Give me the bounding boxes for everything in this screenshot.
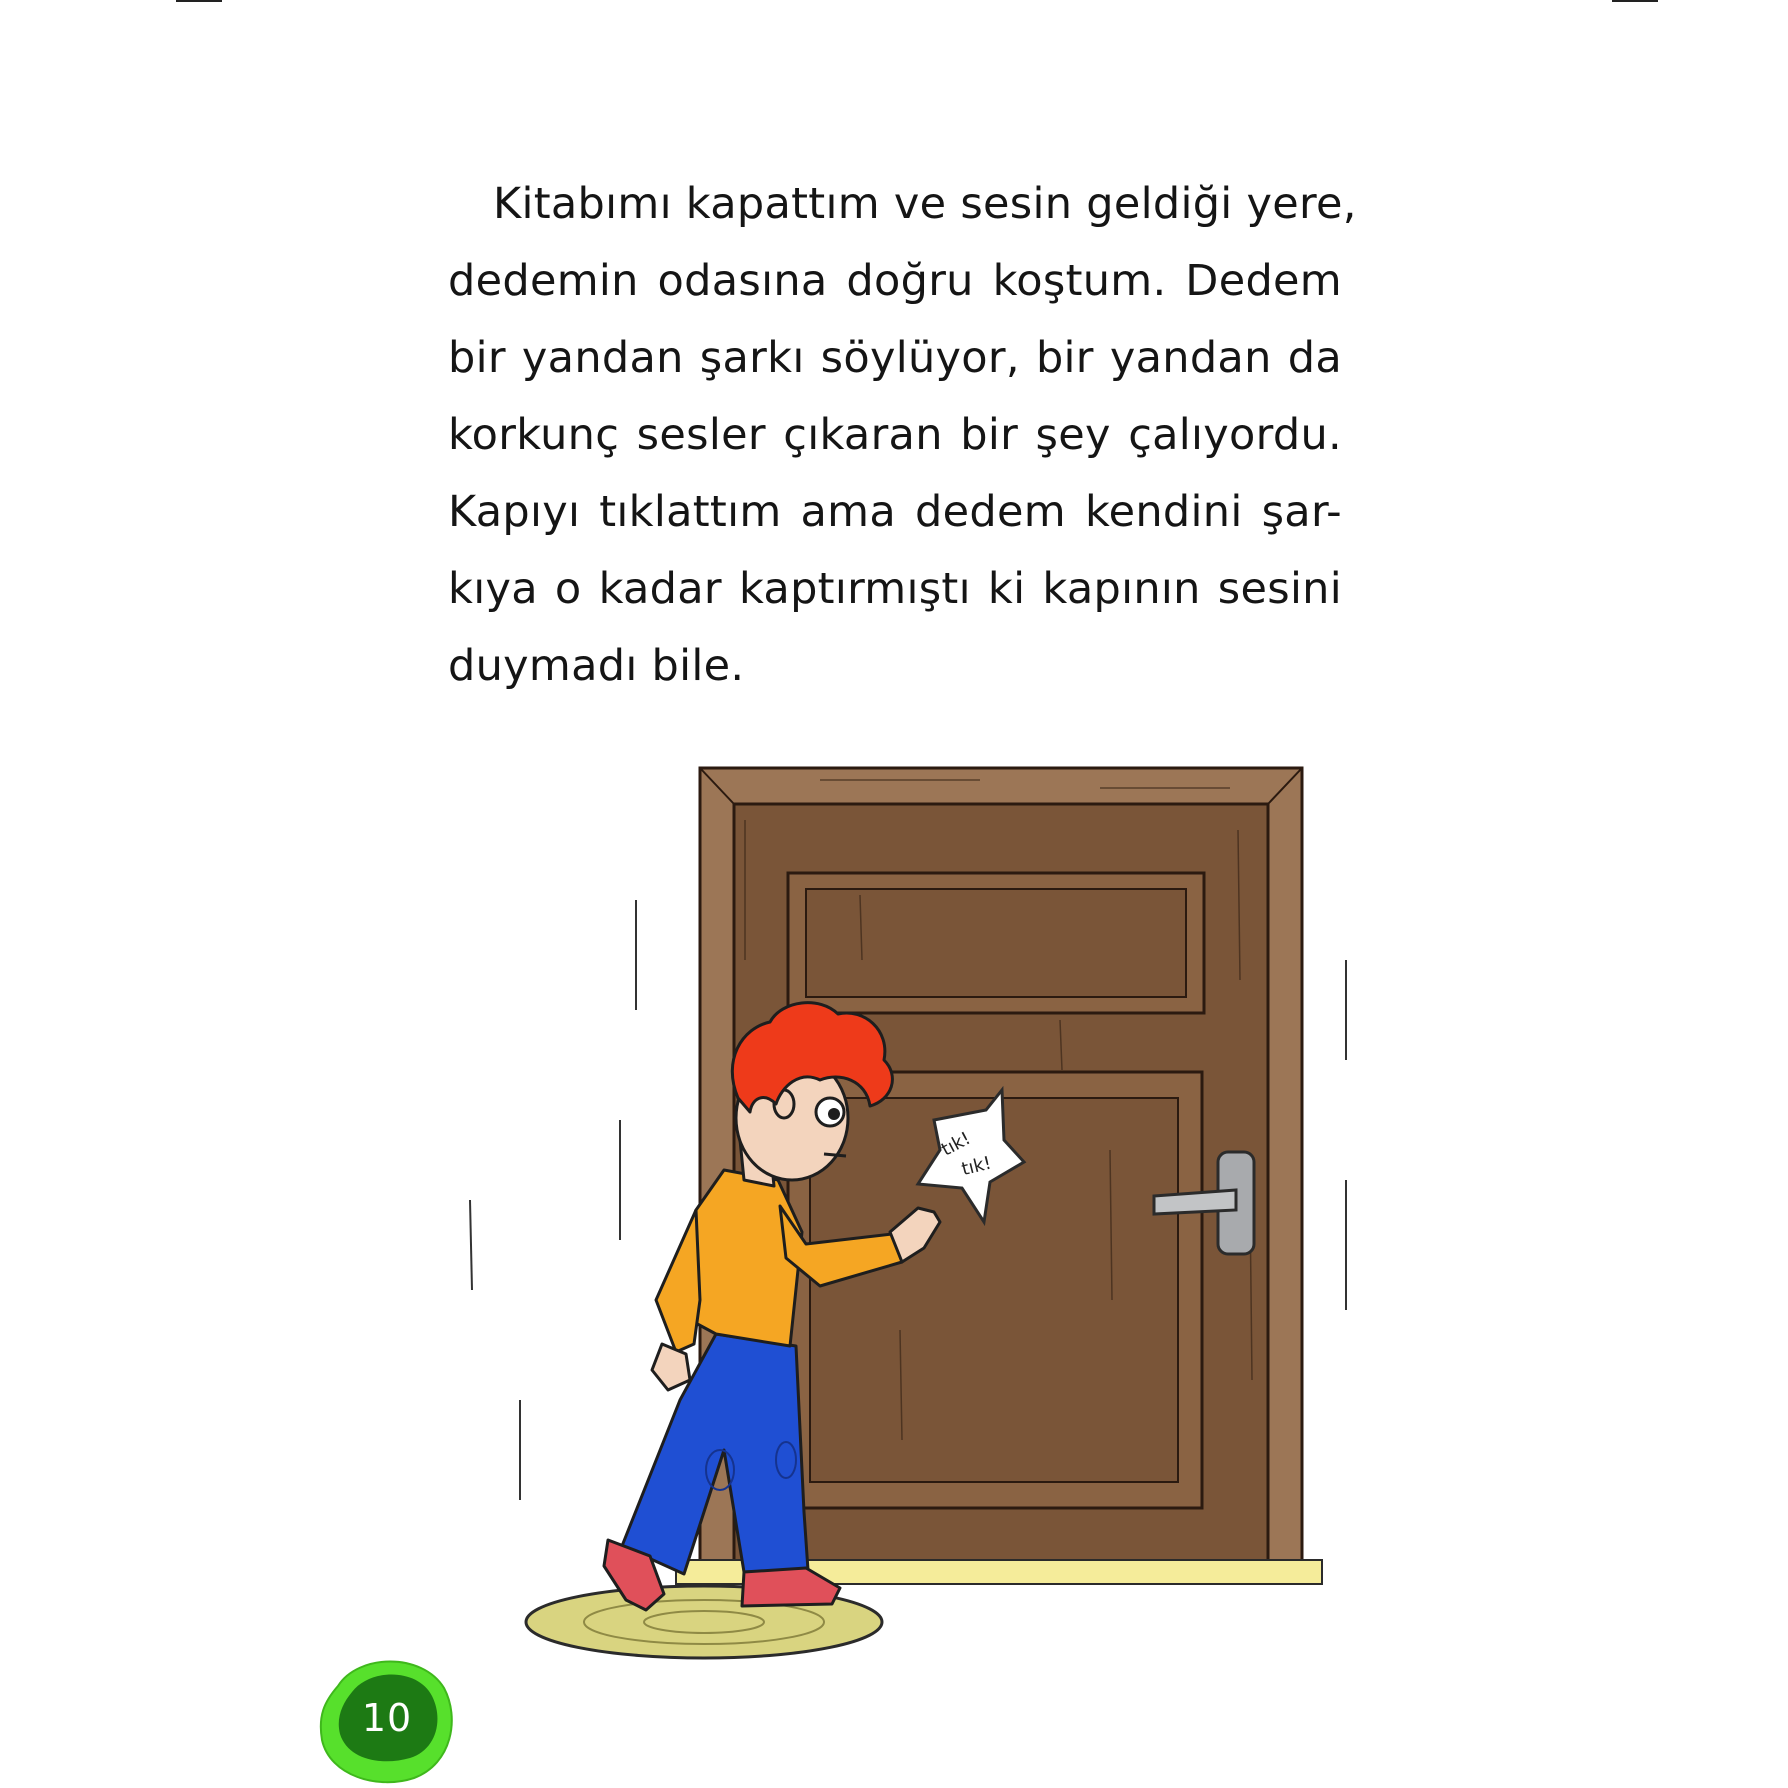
- page-number-badge: [318, 1652, 456, 1784]
- story-line: korkunç sesler çıkaran bir şey çalıyordu.: [448, 410, 1342, 460]
- page-number: 10: [361, 1696, 413, 1740]
- story-line: duymadı bile.: [448, 641, 745, 691]
- story-line: dedemin odasına doğru koştum. Dedem: [448, 256, 1342, 306]
- story-line: Kapıyı tıklattım ama dedem kendini şar-: [448, 487, 1342, 537]
- page-number-blob: [318, 1652, 456, 1784]
- story-line: kıya o kadar kaptırmıştı ki kapının sesini: [448, 564, 1342, 614]
- crop-mark-left: [176, 0, 222, 2]
- story-paragraph: [448, 166, 1357, 705]
- story-line: bir yandan şarkı söylüyor, bir yandan da: [448, 333, 1342, 383]
- knock-text-1: tık!: [938, 1128, 975, 1161]
- story-line: Kitabımı kapattım ve sesin geldiği yere,: [493, 179, 1357, 229]
- boy-knocking-door-illustration: [460, 760, 1360, 1660]
- knock-text-2: tık!: [959, 1152, 994, 1181]
- crop-mark-right: [1612, 0, 1658, 2]
